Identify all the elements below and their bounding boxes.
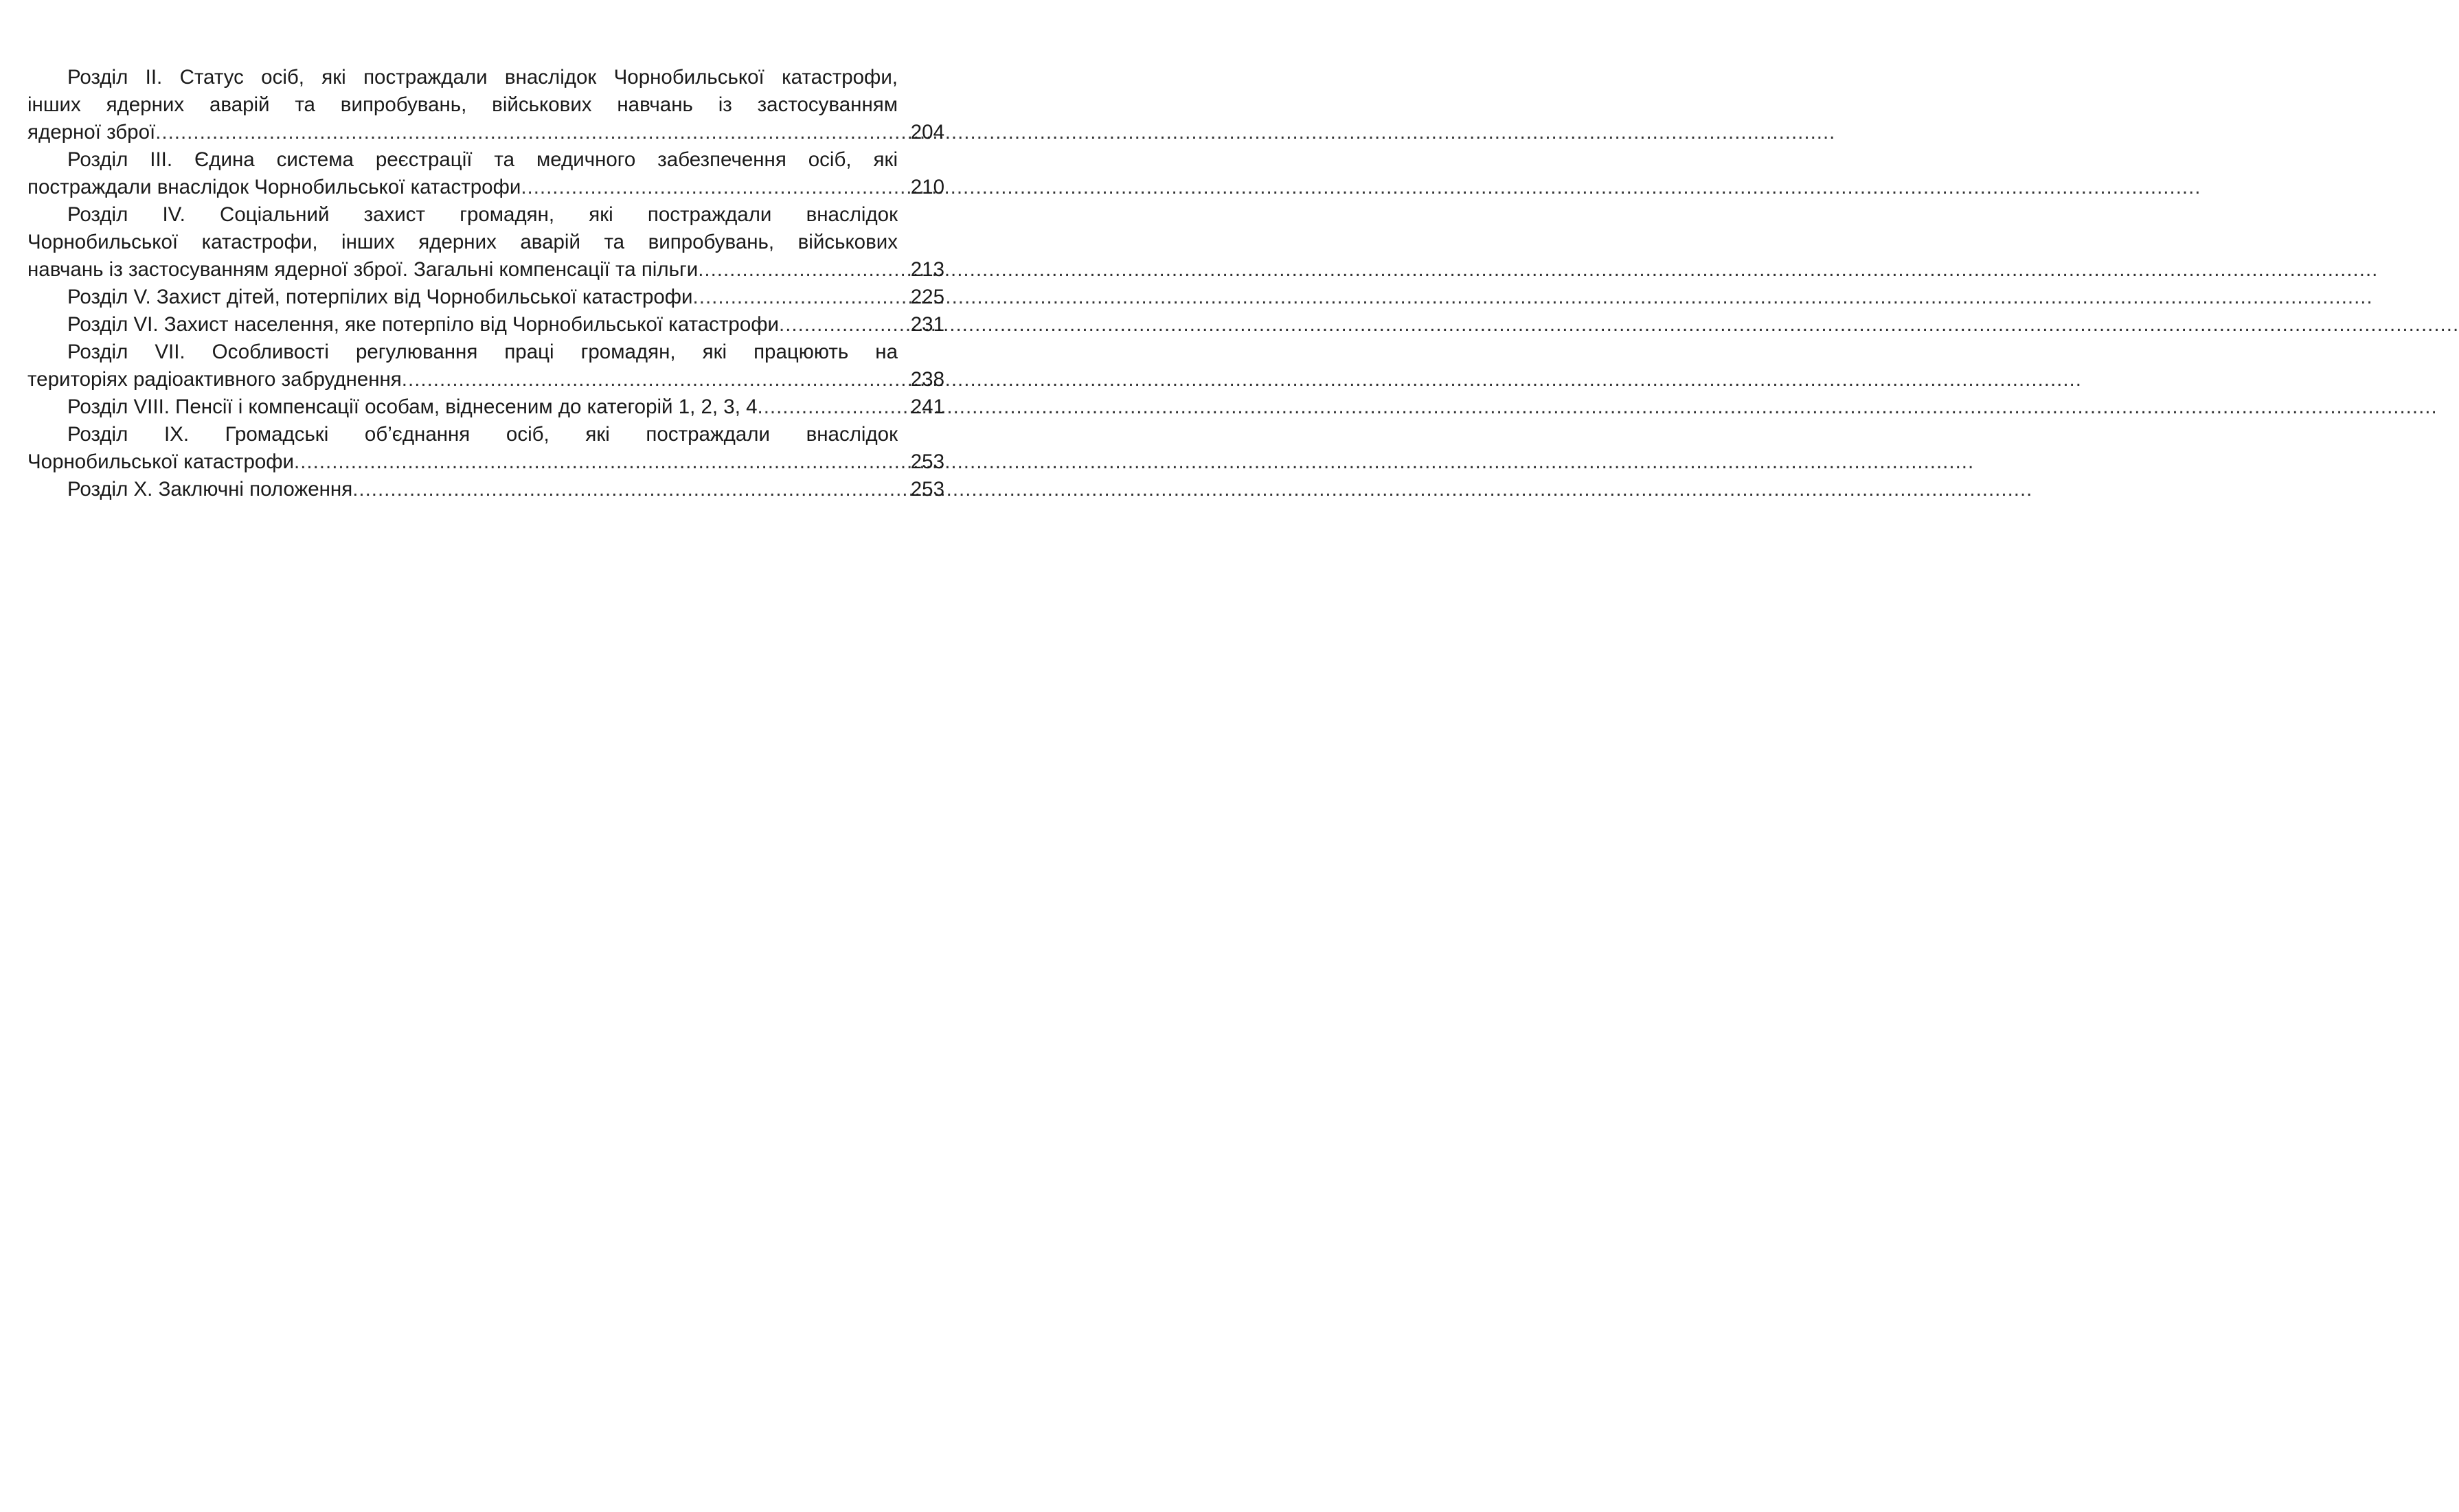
toc-entry-last-line: [27, 393, 944, 421]
toc-entry-section-3[interactable]: [27, 146, 944, 201]
toc-entry-text-line: Розділ III. Єдина система реєстрації та медичного забезпечення осіб, які: [67, 148, 898, 171]
toc-entry-section-6[interactable]: [27, 311, 944, 339]
dot-leader: [521, 174, 905, 201]
toc-entry-title-end: навчань із застосуванням ядерної зброї. Загальні компенсації та пільги: [27, 258, 699, 281]
toc-entry-title-end: постраждали внаслідок Чорнобильської катастрофи: [27, 176, 521, 198]
toc-entry-text-line: Розділ IX. Громадські об’єднання осіб, які постраждали внаслідок: [67, 423, 898, 446]
dot-leader: [698, 256, 905, 284]
toc-entry-title-end: ядерної зброї: [27, 121, 156, 144]
toc-entry-section-2[interactable]: [27, 64, 944, 146]
toc-entry-section-9[interactable]: [27, 421, 944, 476]
toc-page-number: 210: [910, 176, 944, 198]
toc-page-number: 231: [910, 313, 944, 336]
toc-entry-text-line: Розділ VII. Особливості регулювання праці громадян, які працюють на: [67, 341, 898, 363]
toc-entry-title-end: територіях радіоактивного забруднення: [27, 368, 402, 391]
dot-leader: [155, 119, 905, 146]
toc-entry-text-line: інших ядерних аварій та випробувань, військових навчань із застосуванням: [27, 93, 898, 116]
toc-page-number: 204: [910, 121, 944, 144]
toc-entry-section-4[interactable]: [27, 201, 944, 284]
toc-entry-last-line: [27, 174, 944, 201]
toc-entry-section-10[interactable]: [27, 476, 944, 503]
dot-leader: [779, 311, 905, 339]
toc-entry-last-line: [27, 284, 944, 311]
toc-page-number: 213: [910, 258, 944, 281]
toc-page-number: 253: [910, 478, 944, 501]
toc-entry-text-line: Чорнобильської катастрофи, інших ядерних аварій та випробувань, військових: [27, 231, 898, 253]
toc-entry-last-line: [27, 119, 944, 146]
dot-leader: [758, 393, 905, 421]
toc-entry-text-line: Розділ II. Статус осіб, які постраждали внаслідок Чорнобильської катастрофи,: [67, 66, 898, 89]
toc-page-number: 238: [910, 368, 944, 391]
toc-entry-title-end: Розділ X. Заключні положення: [67, 478, 353, 501]
toc-entry-last-line: [27, 256, 944, 284]
toc-entry-section-7[interactable]: [27, 339, 944, 393]
toc-entry-last-line: [27, 366, 944, 393]
toc-entry-title-end: Чорнобильської катастрофи: [27, 450, 295, 473]
toc-entry-section-8[interactable]: [27, 393, 944, 421]
toc-page-number: 241: [910, 396, 944, 418]
dot-leader: [693, 284, 905, 311]
toc-entry-last-line: [27, 311, 944, 339]
dot-leader: [402, 366, 905, 393]
toc-entry-title-end: Розділ VI. Захист населення, яке потерпіло від Чорнобильської катастрофи: [67, 313, 779, 336]
toc-page-number: 225: [910, 286, 944, 308]
table-of-contents: [27, 64, 944, 503]
toc-entry-last-line: [27, 476, 944, 503]
toc-entry-section-5[interactable]: [27, 284, 944, 311]
dot-leader: [294, 448, 905, 476]
toc-entry-text-line: Розділ IV. Соціальний захист громадян, які постраждали внаслідок: [67, 203, 898, 226]
toc-entry-title-end: Розділ VIII. Пенсії і компенсації особам, віднесеним до категорій 1, 2, 3, 4: [67, 396, 758, 418]
toc-entry-last-line: [27, 448, 944, 476]
dot-leader: [352, 476, 905, 503]
toc-page-number: 253: [910, 450, 944, 473]
toc-entry-title-end: Розділ V. Захист дітей, потерпілих від Чорнобильської катастрофи: [67, 286, 693, 308]
